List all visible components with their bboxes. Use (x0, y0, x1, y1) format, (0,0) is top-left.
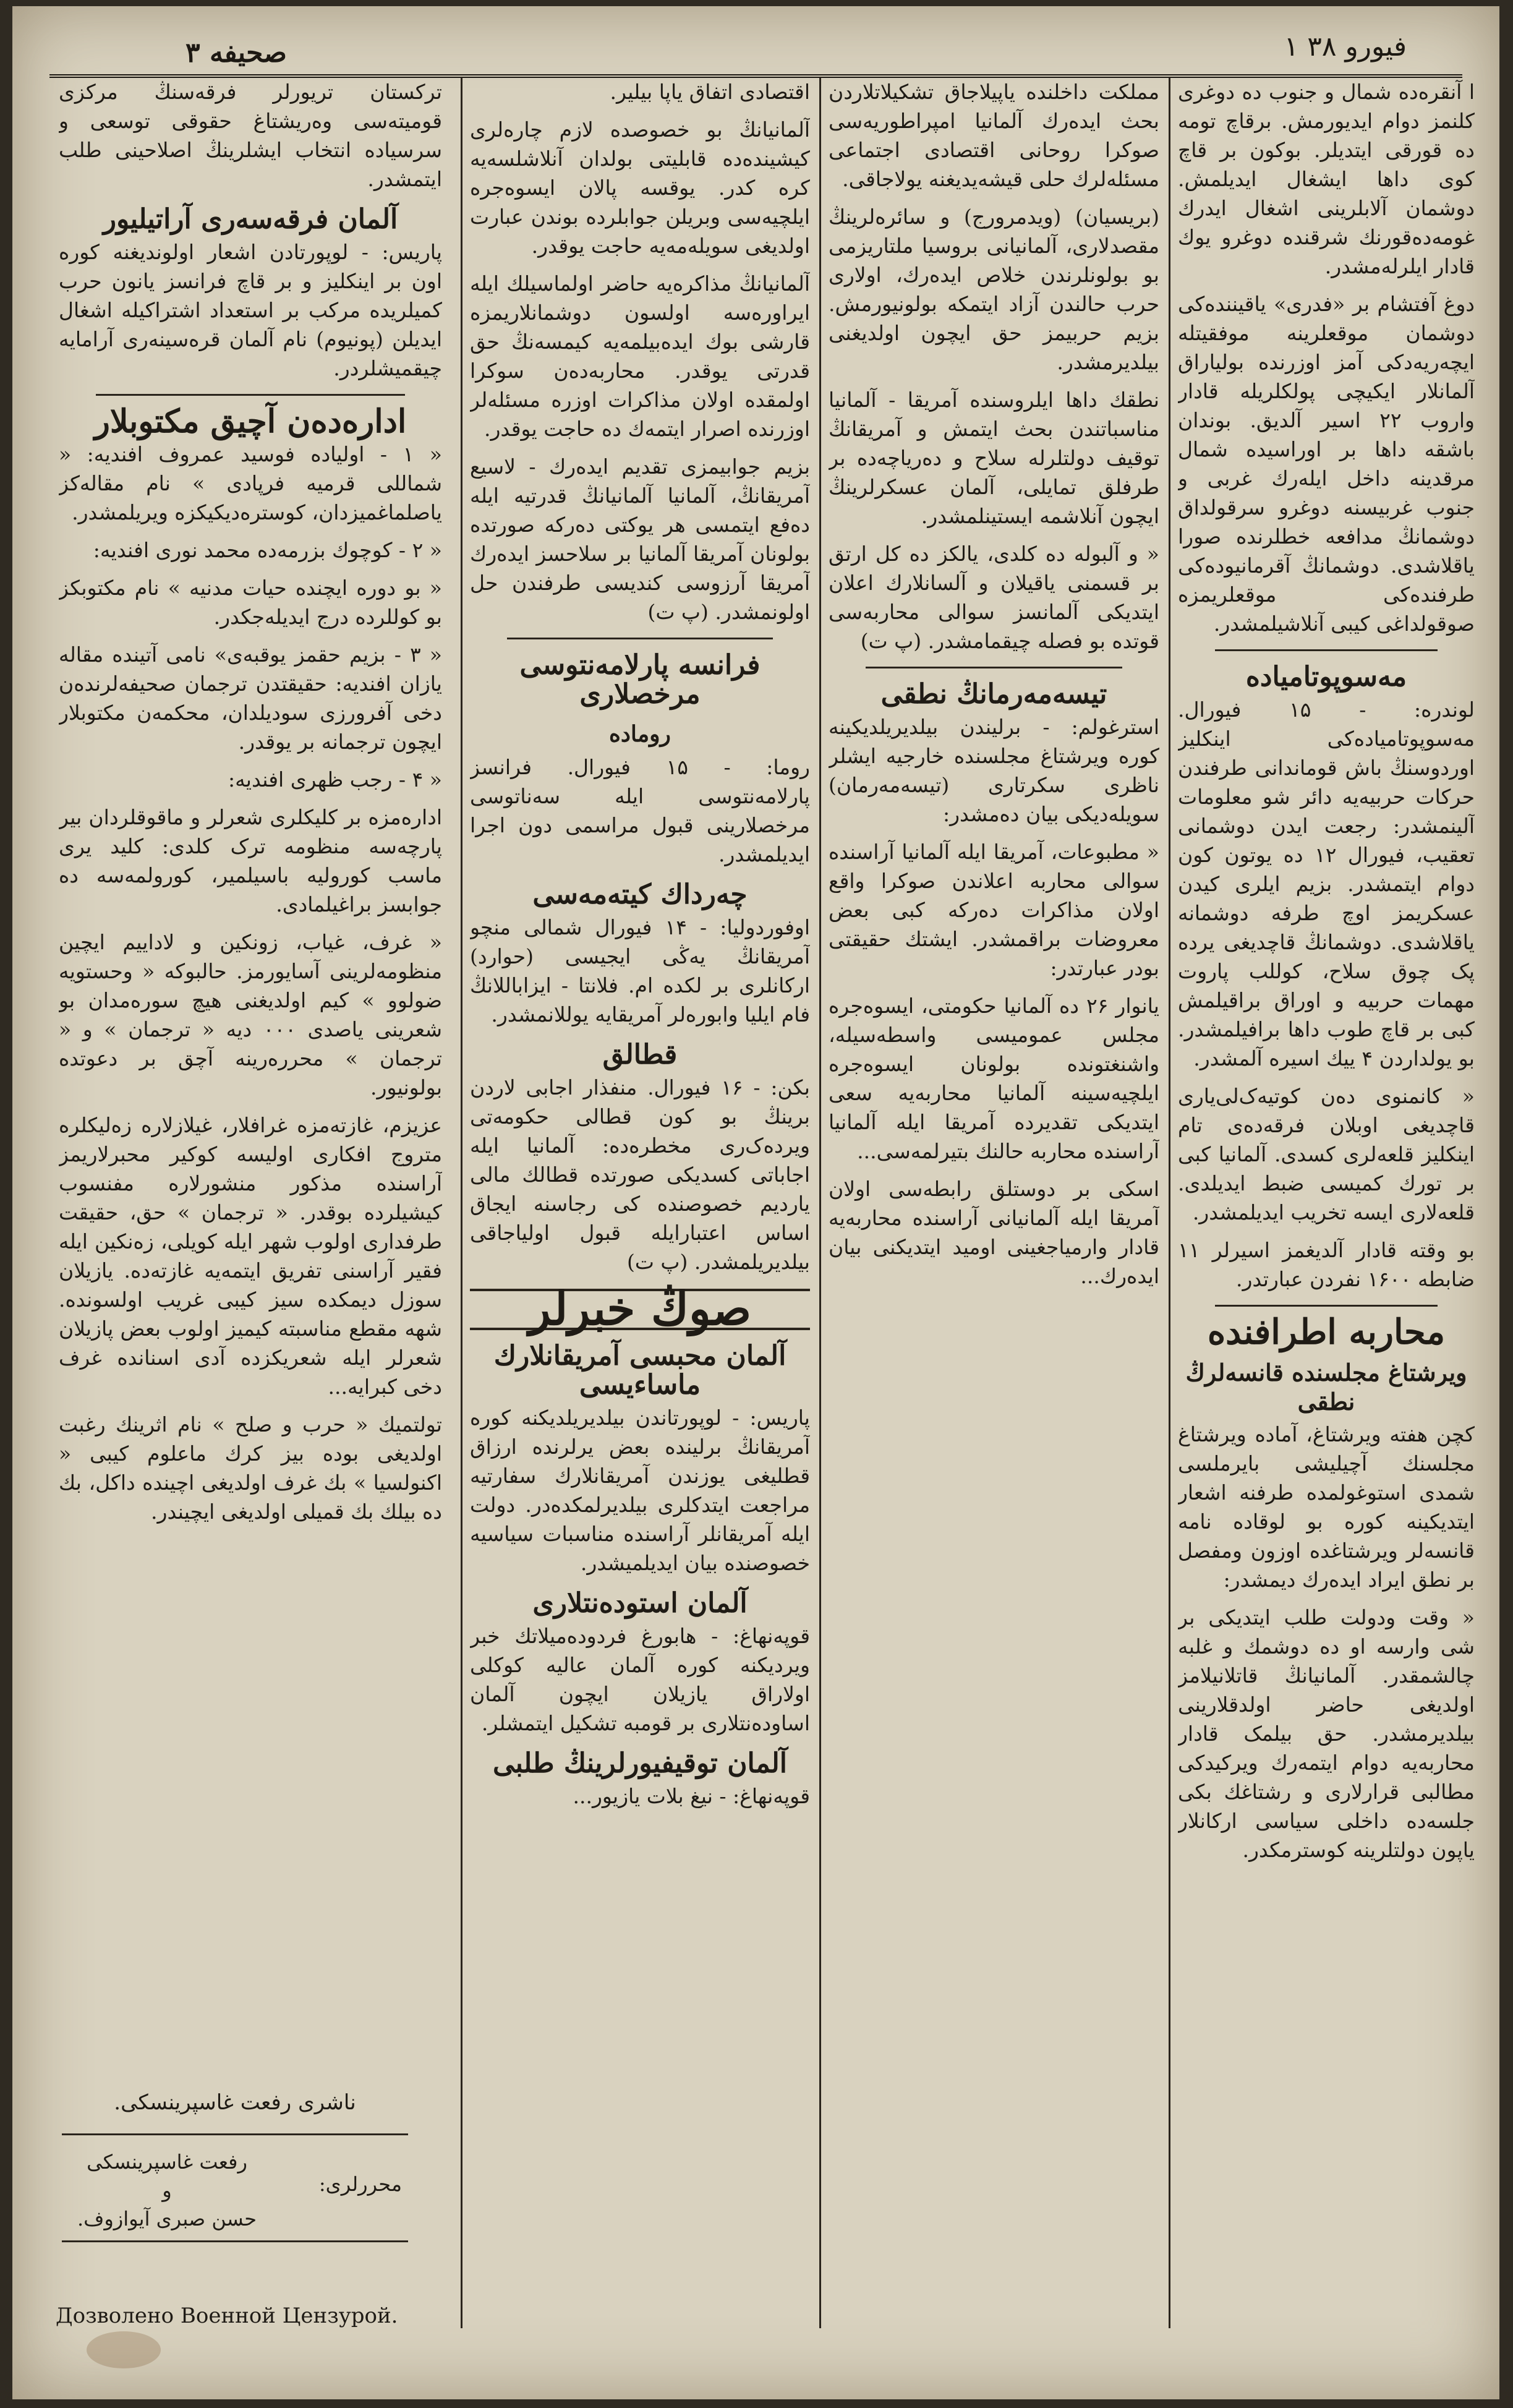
mesopotamia-heading: مه‌سوپوتامیاده (1245, 661, 1407, 693)
col3-paragraph-1: اقتصادی اتفاق یاپا بیلیر. (610, 80, 810, 104)
col4-paragraph-1: مملکت داخلنده یاپیلاجاق تشکیلاتلاردن بحث ایده‌رك آلمانیا امپراطوریه‌سی صوکرا روحانی اقتصادی اجتماعی مسئله‌لرك حلی قیشه‌یدیغنه یولاجاقی. (829, 80, 1159, 191)
editor-1: رفعت غاسپرینسکی (87, 2150, 247, 2174)
editor-2: حسن صبری آیوازوف. (77, 2207, 257, 2231)
col4-paragraph-3: نطقك داها ایلروسنده آمریقا - آلمانیا مناسباتندن بحث ایتمش و آمریقانڭ توقیف دولتلرله سلاح و ده‌ریاچه‌ده بر طرفلق تمایلی، آلمان عسکرلرینڭ ایچون آنلاشمه ایستینلمشدر. (829, 388, 1159, 528)
rome-heading: روماده (609, 721, 671, 747)
students-paragraph: قوپه‌نهاغ: - هابورغ فردوده‌میلاتك خبر ویردیکنه کوره آلمان عالیه کوکلی اولاراق یازیلان ایچون آلمان اساوده‌نتلاری بر قومبه تشکیل ایتمشلر. (470, 1624, 810, 1735)
mesopotamia-paragraph-3: بو وقته قادار آلدیغمز اسیرلر ۱۱ ضابطه ۱۶۰۰ نفردن عبارتدر. (1178, 1238, 1475, 1291)
german-cruisers-paragraph: پاریس: - لوپورتادن اشعار اولوندیغنه کوره اون بر اینکلیز و بر قاچ فرانسز یانون حرب کمیلریده مرکب بر استعداد اشتراکیله اشغال ایدیلن (پونیوم) نام آلمان قره‌سینه‌ری آرامایه چیقمیشلردر. (59, 240, 442, 380)
rome-paragraph: روما: - ۱۵ فیورال. فرانسز پارلامه‌نتوسی ایله سه‌ناتوسی مرخصلارینی قبول مراسمی دون اجرا ایدیلمشدر. (470, 755, 810, 866)
zimmermann-paragraph-4: اسکی بر دوستلق رابطه‌سی اولان آمریقا ایله آلمانیانی آراسنده محاربه‌یه قادار وارمیاجغینی اومید ایتدیکنی بیان ایده‌رك... (829, 1177, 1159, 1288)
col3-paragraph-2: آلمانیانڭ بو خصوصده لازم چاره‌لری کیشینده‌ده قابلیتی بولدان آنلاشلسه‌یه کره کدر. یوقسه پالان ایسوه‌جره ایلچیه‌سی وبریلن جوابلرده بوندن عبارت اولدیغی سویله‌مه‌یه حاجت یوقدر. (470, 117, 810, 258)
editors-label: محرر‌لری: (318, 2172, 402, 2196)
column-4 (829, 77, 1159, 2328)
letter-9: تولتمیك « حرب و صلح » نام اثرینك رغبت اولدیغی بوده بیز کرك ماعلوم کیبی « اکنولسیا » بك غرف اولدیغی اچینده داکل، بك ده بیلك بك قمیلی اولدیغی ایچیندر. (59, 1412, 442, 1524)
col4-paragraph-2: (بریسیان) (ویدمرورج) و سائره‌لرینڭ مقصدلاری، آلمانیانی بروسیا ملتاریزمی بو بولونلرندن خلاص ایده‌رك، اولاری حرب حالندن آزاد ایتمکه بولونیورمش. بزیم حربیمز حق ایچون اولدیغنی بیلدیرمشدر. (829, 205, 1159, 374)
mesopotamia-paragraph: لوندره: - ۱۵ فیورال. مه‌سوپوتامیاده‌کی اینکلیز اوردوسنڭ باش قوماندانی طرفندن حرکات حربیه‌یه دائر شو معلومات آلینمشدر: رجعت ایدن دوشمانی تعقیب، فیورال ۱۲ ده یوتون کون دوام ایتمشدر. بزیم ایلری کیدن عسکریمز اوچ طرفه دوشمانه یاقلاشدی. دوشمانڭ قاچدیغی یرده پک چوق سلاح، کوللب پاروت مهمات حربیه و اوراق براقیلمش کبی بر قاچ طوب داها برافیلمشدر. بو یولداردن ۴ ییك اسیره آلمشدر. (1178, 698, 1475, 1070)
latest-subheading: آلمان محبسی آمریقانلارك ماساءیسی (493, 1340, 786, 1401)
war-front-paragraph: ا آنقره‌ده شمال و جنوب ده دوغری کلنمز دوام ایدیورمش. برقاچ تومه ده قورقی ایتدیلر. بوکون بر قاچ کوی داها ایشغال ایدیلمش. دوشمان آلابلرینی اشغال ایدرك غومه‌ده‌قورنك شرقنده دوغرو یوك قادار ایلرله‌مشدر. (1178, 80, 1475, 278)
zimmermann-speech-heading: تیسه‌مه‌رمانڭ نطقی (880, 678, 1107, 710)
page-number: ۳ صحیفه (185, 37, 287, 69)
zimmermann-paragraph: استرغولم: - برلیندن بیلدیریلدیکینه کوره ویرشتاغ مجلسنده خارجیه ایشلر ناظری سکرتاری (تیسه‌مه‌رمان) سویله‌دیکی بیان ده‌مشدر: (829, 715, 1159, 826)
letter-7: « غرف، غیاب، زونکین و لاداییم ایچین منظومه‌لرینی آسایورمز. حالبوکه « وحستویه ضولوو » کیم اولدیغنی هیچ سوره‌مدان بو شعرینی یاصدی ۰۰۰ دیه « ترجمان » و « ترجمان » محرره‌رینه آچق بر دعوتده بولونیور. (59, 930, 442, 1099)
students-heading: آلمان استوده‌نتلاری (532, 1587, 748, 1619)
reichstag-paragraph: کچن هفته ویرشتاغ، آماده ویرشتاغ مجلسنك آچیلیشی بایرملسی شمدی استوغولمده طرفنه اشعار ایتدیکینه کوره بو لوقاده نامه قانسه‌لر ویرشتاغده اوزون ومفصل بر نطق ایراد ایده‌رك دیمشدر: (1178, 1422, 1475, 1592)
demand-heading: آلمان توقیفیورلرینڭ طلبی (492, 1748, 788, 1779)
editors-box (62, 2133, 408, 2242)
latest-news-heading: صوڭ خبرلر (470, 1289, 810, 1330)
newspaper-page (12, 6, 1499, 2399)
mesopotamia-paragraph-2: « کانمنوی ده‌ن کوتیه‌ک‌لی‌یاری قاچدیغی اوبلان فرقه‌ده‌ی تام اینکلیز قلعه‌لری کسدی. آلمانیا کبی بر تورك کمیسی ضبط ایدیلدی. قلعه‌لاری ایسه تخریب ایدیلمشدر. (1178, 1084, 1475, 1224)
open-letters-heading: اداره‌ده‌ن آچیق مکتوبلار (94, 403, 407, 440)
zimmermann-paragraph-2: « مطبوعات، آمریقا ایله آلمانیا آراسنده سوالی محاربه اعلاندن صوکرا واقع اولان مذاکرات ده‌رکه کبی بعض معروضات براقمشدر. ایشتك حقیقتی بودر عبارتدر: (829, 840, 1159, 980)
zimmermann-paragraph-3: یانوار ۲۶ ده آلمانیا حکومتی، ایسوه‌جره مجلس عمومیسی واسطه‌سیله، واشنغتونده بولونان ایسوه‌جره ایلچیه‌سینه آلمانیا محاربه‌یه سعی ایتدیکی تقدیرده آمریقا ایله آلمانیا آراسنده محاربه حالنك بتیرلمه‌سی... (829, 994, 1159, 1163)
column-5 (1178, 77, 1475, 2328)
editors-names (68, 2148, 266, 2233)
letter-4: « ۳ - بزیم حقمز یوقبه‌ی» نامی آتینده مقاله یازان افندیه: حقیقتدن ترجمان صحیفه‌لرنده‌ن دخی آفرورزی سودیلدان، محکمه‌ن مکتوبلار ایچون ترجمانه بر یوقدر. (59, 643, 442, 754)
column-3 (470, 77, 810, 2328)
latest-paragraph: پاریس: - لوپورتاندن بیلدیریلدیکنه کوره آمریقانڭ برلینده بعض یرلرنده ارزاق قطلیغی یوزندن آمریقانلارك سفارتیه مراجعت ایتدکلری بیلدیرلمکده‌در. دولت ایله آمریقانلر آراسنده مناسبات سیاسیه خصوصنده بیان ایدیلمیشدر. (470, 1406, 810, 1575)
parliament-heading: فرانسه پارلامه‌نتوسی مرخصلاری (519, 649, 761, 710)
reichstag-speech-heading: ویرشتاغ مجلسنده قانسه‌لرڭ نطقی (1185, 1359, 1467, 1415)
sahra-heading: چه‌رداك کیته‌مه‌سی (532, 879, 748, 910)
sahra-paragraph: اوفوردوليا: - ۱۴ فیورال شمالی منچو آمریقانڭ یه‌ڭی ایجیسی (حوارد) ارکانلری بر لکده ام. فلانتا - ایزاباللانڭ فام ایلیا وابوره‌لر آمریقایه یوللانمشدر. (470, 915, 810, 1027)
letter-8: عزیزم، غازته‌مزه غرافلار، غیلازلاره زه‌لیکلره متروج افکاری اولیسه کوکیر محبرلاریمز آراسنده مذکور منشورلاره مفنسوب کیشیلرده بوقدر. « ترجمان » حق، حقیقت طرفداری اولوب شهر ایله کویلی، زه‌نکین ایله فقیر آراسنی تفریق ایتمه‌یه غازته‌ده. یازیلان سوزل دیمکده سیز کیبی غریب اولسونده. شهه مقطع مناسبته کیمیز اولوب بعض پازیلان شعرلر ایله شعریکزده آدی اسنانده غرف دخی کبرایه... (59, 1113, 442, 1399)
intro-paragraph: ترکستان تریورلر فرقه‌سنڭ مرکزی قومیته‌سی وه‌ریشتاغ حقوقی توسعی و سرسیاده انتخاب ایشلرینڭ اصلاحینی طلب ایتمشدر. (59, 80, 442, 191)
demand-paragraph: قوپه‌نهاغ: - نیغ بلات یازیور... (573, 1784, 810, 1808)
reichstag-paragraph-2: « وقت ودولت طلب ایتدیکی بر شی وارسه او ده دوشمك و غلبه چالشمقدر. آلمانیانڭ قاتلانیلامز اولدیغی حاضر اولدقلارینی بیلدیرمشدر. حق بیلمک قادار محاربه‌یه دوام ایتمه‌رك ویرکیدکی مطالبی قرارلاری و رشتاغك بکی جلسه‌ده داخلی سیاسی ارکانلار یاپون دولتلرینه کوسترمکدر. (1178, 1605, 1475, 1862)
col4-paragraph-4: « و آلبوله ده کلدی، یالکز ده کل ارتق بر قسمنی یاقیلان و آلسانلارك اعلان ایتدیکی آلمانسز سوالی محاربه‌سی قوتده بو فصله چیقمامشدر. (پ ت) (829, 542, 1159, 653)
letter-3: « بو دوره ایچنده حیات مدنیه » نام مکتوبکز بو کوللرده درج ایدیله‌جکدر. (59, 576, 442, 629)
letter-5: « ۴ - رجب ظهری افندیه: (228, 767, 442, 792)
issue-date: ۱ فیورو ۳۸ (1284, 31, 1407, 62)
page-header (49, 19, 1462, 78)
german-cruisers-heading: آلمان فرقه‌سه‌ری آراتیلیور (103, 203, 398, 235)
publisher-line: ناشری رفعت غاسپرینسکی. (114, 2090, 356, 2115)
column-1 (59, 77, 442, 2075)
letter-6: اداره‌مزه بر کلیکلری شعرلر و ماقوقلردان بیر پارچه‌سه منظومه ترک کلدی: کلید یری ماسب کورولیه باسیلمیر، کورولمه‌سه ده جوابسز براغیلمادی. (59, 805, 442, 916)
war-around-heading: محاربه اطرافنده (1207, 1312, 1446, 1352)
war-front-paragraph-2: دوغ آفتشام بر «فدری» یاقیننده‌کی دوشمان موقعلرینه موفقیتله ایچه‌ریه‌دکی آمز اوزرنده بولیاراق آلمانلار ایکیچی پولکلریله قادار واروب ۲۲ اسیر آلدیق. بوندان باشقه داها بر اوراسیده شمال مرقدینه داخل ایله‌رك غربی و جنوب غربیسنه دوغرو سرقولداق دوشمانڭ مدافعه خطلرنده صورا یاقلاشدی. دوشمانڭ آقرمانیوده‌کی طرفنده‌کی موقعلریمزه صوقولداغی کیبی آنلاشیلمشدر. (1178, 292, 1475, 636)
col3-paragraph-4: بزیم جوابیمزی تقدیم ایده‌رك - لاسیع آمریقانڭ، آلمانیا آلمانیانڭ قدرتیه ایله ده‌فع ایتمسی هر یوکتی ده‌رکه صورتده بولونان آمریقا آلمانیا بر سلاحسز ایده‌رك آمریقا آرزوسی کندیسی طرفندن حل اولونمشدر. (پ ت) (470, 455, 810, 624)
paper-stain (87, 2331, 161, 2368)
editors-and: و (162, 2179, 172, 2202)
qitlik-heading: قطالق (602, 1039, 678, 1070)
letter-1: « ۱ - اولیاده فوسید عمروف افندیه: « شماللی قرمیه فرپادی » نام مقاله‌کز یاصلماغمیزدان، کوستره‌دیکیکزه ویریلمشدر. (59, 442, 442, 524)
col3-paragraph-3: آلمانیانڭ مذاکره‌یه حاضر اولماسیلك ایله ایراوره‌سه اولسون دوشمانلاریمزه قارشی بوك ایده‌بیلمه‌یه کیمسه‌نڭ حق قدرتی یوقدر. محاربه‌ده‌ن سوکرا اولمقده اولان مذاکرات اوزره مسئله‌لر اوزرنده اصرار ایتمه‌ك ده حاجت یوقدر. (470, 271, 810, 441)
censor-stamp: Дозволено Военной Цензурой. (56, 2303, 398, 2328)
letter-2: « ۲ - کوچوك بزرمه‌ده محمد نوری افندیه: (93, 538, 442, 562)
qitlik-paragraph: بکن: - ۱۶ فیورال. منفذار اجابی لاردن برینڭ بو کون قطالی حکومه‌تی ویرده‌ک‌ری مخطره‌ده: آلمانیا ایله اجاباتی کسدیکی صورتده قطالك مالی یاردیم خصوصنده کی رجاسنه ایجاق اساس اعتبارایله قبول اولیاجاقی بیلدیریلمشدر. (پ ت) (470, 1075, 810, 1274)
